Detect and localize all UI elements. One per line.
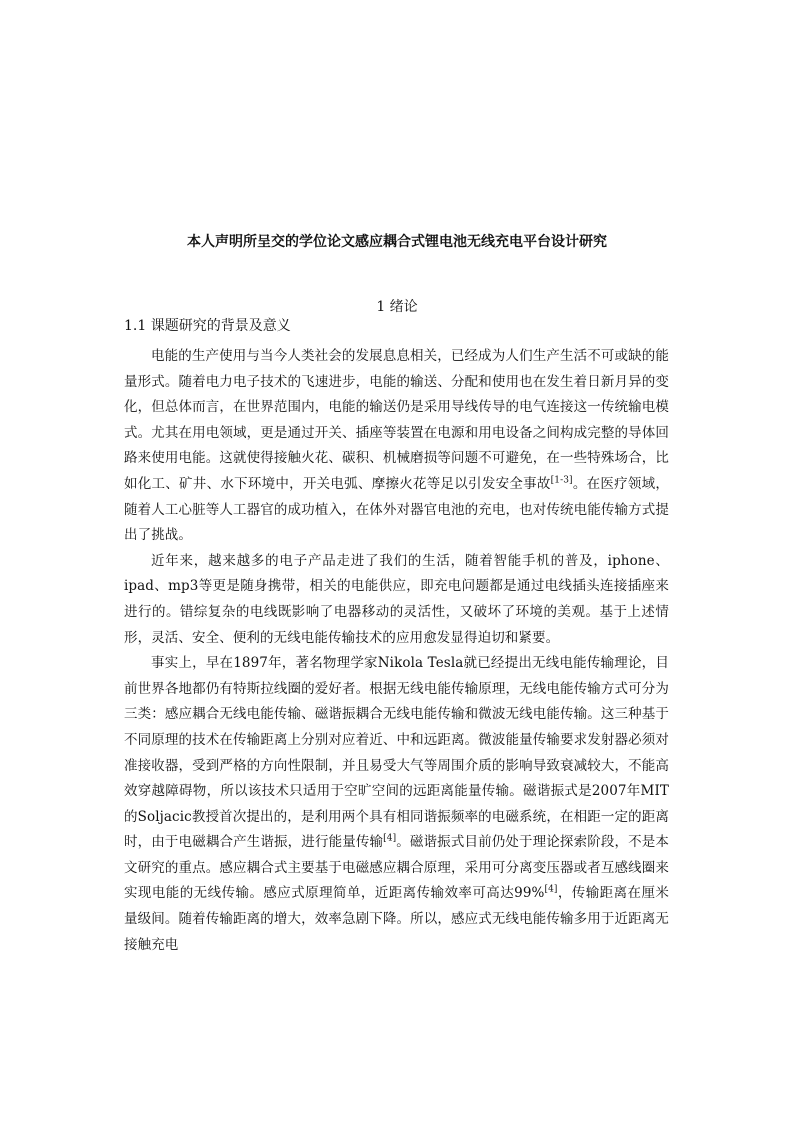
citation-2: [4] <box>383 833 397 844</box>
paragraph-2: 近年来，越来越多的电子产品走进了我们的生活，随着智能手机的普及，iphone、ipad、mp3等更是随身携带，相关的电能供应，即充电问题都是通过电线插头连接插座来进行的。错综复杂的电线既影响了电器移动的灵活性，又破坏了环境的美观。基于上述情形，灵活、安全、便利的无线电能传输技术的应用愈发显得迫切和紧要。 <box>124 552 669 646</box>
citation-3: [4] <box>544 884 558 895</box>
section-title: 1.1 课题研究的背景及意义 <box>124 318 291 334</box>
chapter-title: 1 绪论 <box>376 299 418 315</box>
body-text <box>124 344 669 958</box>
document-title: 本人声明所呈交的学位论文感应耦合式锂电池无线充电平台设计研究 <box>187 234 607 250</box>
citation-1: [1-3] <box>550 475 573 486</box>
paragraph-1 <box>124 344 669 549</box>
paragraph-1-text-a: 电能的生产使用与当今人类社会的发展息息相关，已经成为人们生产生活不可或缺的能量形式。随着电力电子技术的飞速进步，电能的输送、分配和使用也在发生着日新月异的变化，但总体而言，在世界范围内，电能的输送仍是采用导线传导的电气连接这一传统输电模式。尤其在用电领域，更是通过开关、插座等装置在电源和用电设备之间构成完整的导体回路来使用电能。这就使得接触火花、碳积、机械磨损等问题不可避免，在一些特殊场合，比如化工、矿井、水下环境中，开关电弧、摩擦火花等足以引发安全事故 <box>124 348 669 492</box>
paragraph-3-text-b: 。磁谐振式目前仍处于理论探索阶段，不是本文研究的重点。感应耦合式主要基于电磁感应耦合原理，采用可分离变压器或者互感线圈来实现电能的无线传输。感应式原理简单，近距离传输效率可高达99% <box>124 834 670 902</box>
paragraph-3 <box>124 651 669 958</box>
paragraph-3-text-c: ，传输距离在厘米量级间。随着传输距离的增大，效率急剧下降。所以，感应式无线电能传输多用于近距离无接触充电 <box>124 885 669 953</box>
paragraph-1-text-b: 。在医疗领域，随着人工心脏等人工器官的成功植入，在体外对器官电池的充电，也对传统电能传输方式提出了挑战。 <box>124 475 669 544</box>
paragraph-3-text-a: 事实上，早在1897年，著名物理学家Nikola Tesla就已经提出无线电能传输理论，目前世界各地都仍有特斯拉线圈的爱好者。根据无线电能传输原理，无线电能传输方式可分为三类：感应耦合无线电能传输、磁谐振耦合无线电能传输和微波无线电能传输。这三种基于不同原理的技术在传输距离上分别对应着近、中和远距离。微波能量传输要求发射器必须对准接收器，受到严格的方向性限制，并且易受大气等周围介质的影响导致衰减较大，不能高效穿越障碍物，所以该技术只适用于空旷空间的远距离能量传输。磁谐振式是2007年MIT的Soljacic教授首次提出的，是利用两个具有相同谐振频率的电磁系统，在相距一定的距离时，由于电磁耦合产生谐振，进行能量传输 <box>124 655 669 851</box>
